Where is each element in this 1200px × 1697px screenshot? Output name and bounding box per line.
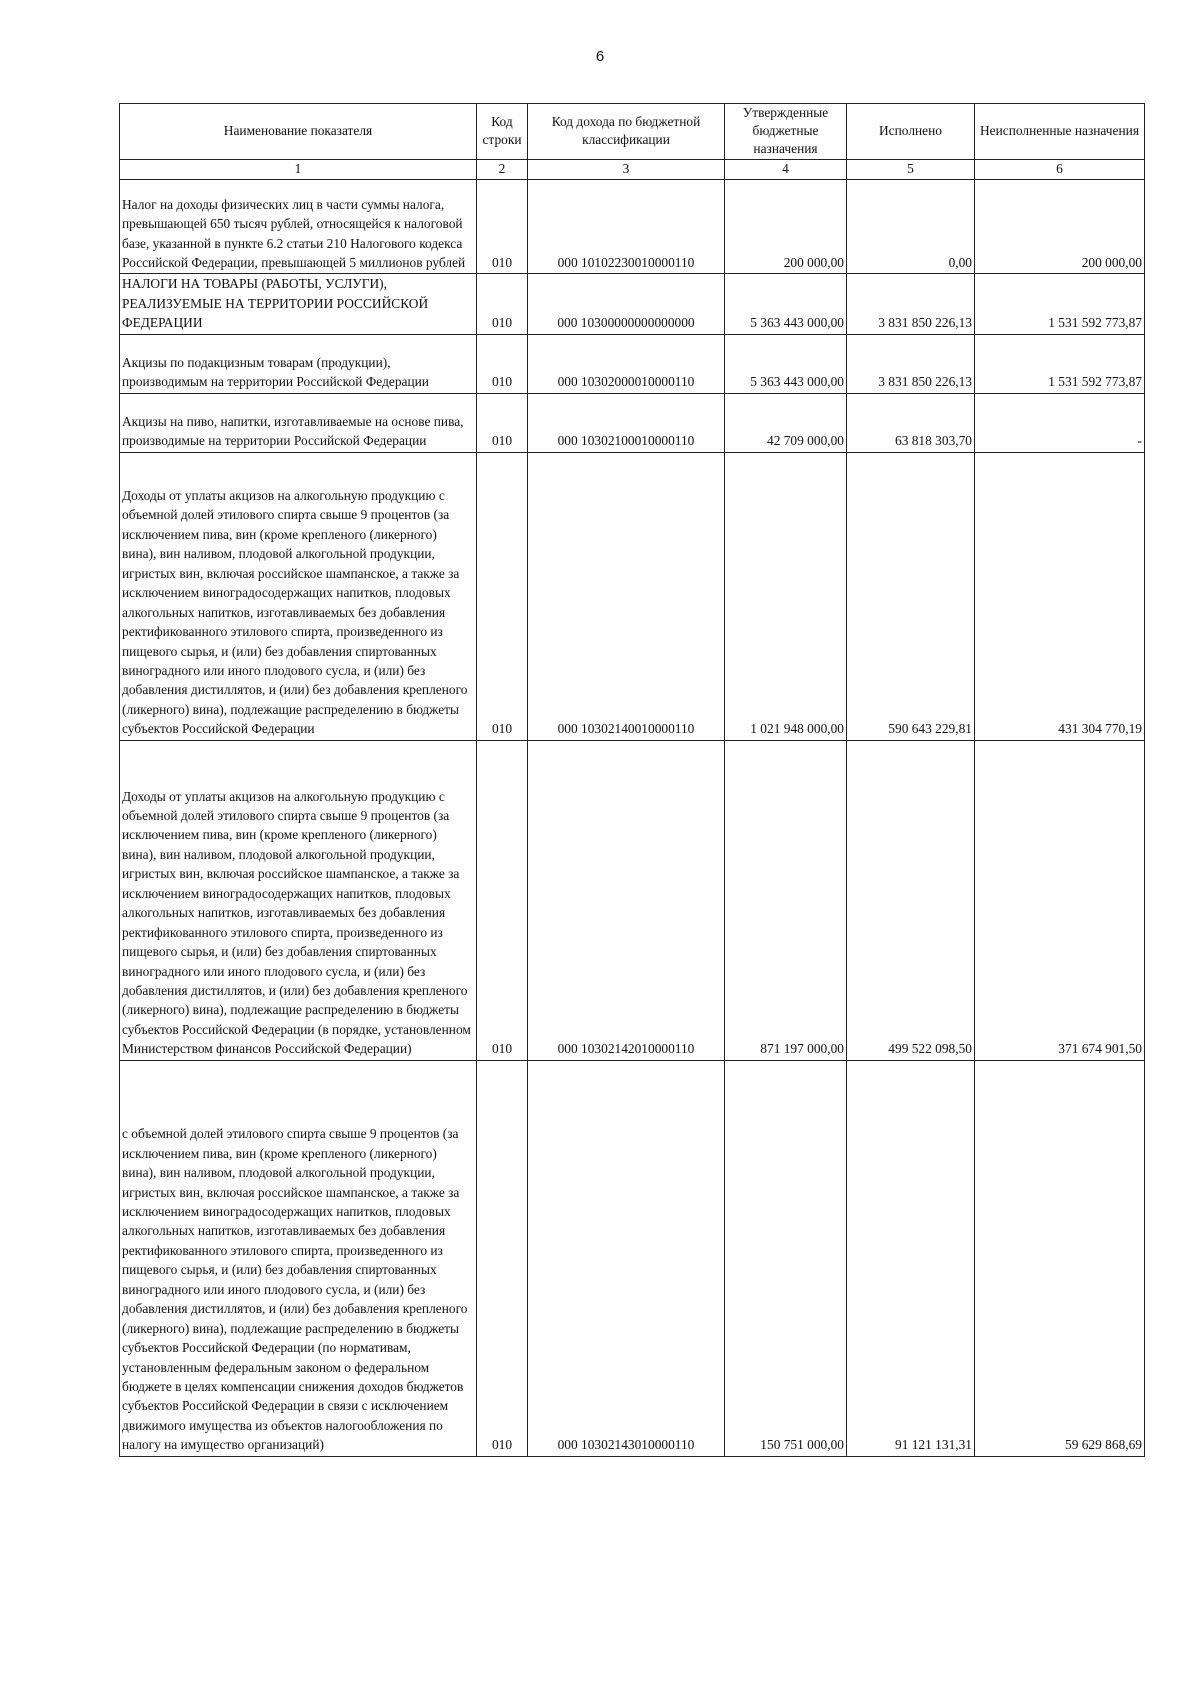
line-code: 010 <box>477 180 528 274</box>
executed-amount: 91 121 131,31 <box>847 1060 975 1456</box>
page-number: 6 <box>595 48 605 65</box>
approved-amount: 5 363 443 000,00 <box>725 274 847 334</box>
header-unexecuted: Неисполненные назначения <box>975 104 1145 160</box>
line-code: 010 <box>477 334 528 393</box>
approved-amount: 871 197 000,00 <box>725 740 847 1060</box>
column-number: 2 <box>477 160 528 180</box>
executed-amount: 3 831 850 226,13 <box>847 274 975 334</box>
unexecuted-amount: - <box>975 393 1145 452</box>
unexecuted-amount: 1 531 592 773,87 <box>975 334 1145 393</box>
line-code: 010 <box>477 393 528 452</box>
table-row <box>120 180 1145 274</box>
column-number-row <box>120 160 1145 180</box>
approved-amount: 42 709 000,00 <box>725 393 847 452</box>
income-code: 000 10302143010000110 <box>528 1060 725 1456</box>
column-number: 6 <box>975 160 1145 180</box>
income-code: 000 10102230010000110 <box>528 180 725 274</box>
header-income-code: Код дохода по бюджетной классификации <box>528 104 725 160</box>
income-code: 000 10300000000000000 <box>528 274 725 334</box>
header-approved: Утвержденные бюджетные назначения <box>725 104 847 160</box>
income-code: 000 10302100010000110 <box>528 393 725 452</box>
column-number: 3 <box>528 160 725 180</box>
executed-amount: 3 831 850 226,13 <box>847 334 975 393</box>
approved-amount: 5 363 443 000,00 <box>725 334 847 393</box>
unexecuted-amount: 371 674 901,50 <box>975 740 1145 1060</box>
column-number: 4 <box>725 160 847 180</box>
income-code: 000 10302140010000110 <box>528 452 725 740</box>
header-row <box>120 104 1145 160</box>
table-row <box>120 1060 1145 1456</box>
unexecuted-amount: 200 000,00 <box>975 180 1145 274</box>
table-row <box>120 452 1145 740</box>
line-code: 010 <box>477 274 528 334</box>
column-number: 5 <box>847 160 975 180</box>
indicator-name: Акцизы на пиво, напитки, изготавливаемые на основе пива, производимые на территории Российской Федерации <box>120 393 477 452</box>
indicator-name: Доходы от уплаты акцизов на алкогольную продукцию с объемной долей этилового спирта свыше 9 процентов (за исключением пива, вин (кроме крепленого (ликерного) вина), вин наливом, плодовой алкогольной продукции, игристых вин, включая российское шампанское, а также за исключением виноградосодержащих напитков, плодовых алкогольных напитков, изготавливаемых без добавления ректификованного этилового спирта, произведенного из пищевого сырья, и (или) без добавления спиртованных виноградного или иного плодового сусла, и (или) без добавления дистиллятов, и (или) без добавления крепленого (ликерного) вина), подлежащие распределению в бюджеты субъектов Российской Федерации (в порядке, установленном Министерством финансов Российской Федерации) <box>120 740 477 1060</box>
line-code: 010 <box>477 740 528 1060</box>
approved-amount: 1 021 948 000,00 <box>725 452 847 740</box>
executed-amount: 63 818 303,70 <box>847 393 975 452</box>
header-indicator-name: Наименование показателя <box>120 104 477 160</box>
line-code: 010 <box>477 452 528 740</box>
table-row <box>120 740 1145 1060</box>
table-row <box>120 274 1145 334</box>
unexecuted-amount: 431 304 770,19 <box>975 452 1145 740</box>
approved-amount: 150 751 000,00 <box>725 1060 847 1456</box>
indicator-name: с объемной долей этилового спирта свыше 9 процентов (за исключением пива, вин (кроме крепленого (ликерного) вина), вин наливом, плодовой алкогольной продукции, игристых вин, включая российское шампанское, а также за исключением виноградосодержащих напитков, плодовых алкогольных напитков, изготавливаемых без добавления ректификованного этилового спирта, произведенного из пищевого сырья, и (или) без добавления спиртованных виноградного или иного плодового сусла, и (или) без добавления дистиллятов, и (или) без добавления крепленого (ликерного) вина), подлежащие распределению в бюджеты субъектов Российской Федерации (по нормативам, установленным федеральным законом о федеральном бюджете в целях компенсации снижения доходов бюджетов субъектов Российской Федерации в связи с исключением движимого имущества из объектов налогообложения по налогу на имущество организаций) <box>120 1060 477 1456</box>
unexecuted-amount: 59 629 868,69 <box>975 1060 1145 1456</box>
approved-amount: 200 000,00 <box>725 180 847 274</box>
column-number: 1 <box>120 160 477 180</box>
table-row <box>120 393 1145 452</box>
executed-amount: 0,00 <box>847 180 975 274</box>
indicator-name: Налог на доходы физических лиц в части суммы налога, превышающей 650 тысяч рублей, относящейся к налоговой базе, указанной в пункте 6.2 статьи 210 Налогового кодекса Российской Федерации, превышающей 5 миллионов рублей <box>120 180 477 274</box>
indicator-name: НАЛОГИ НА ТОВАРЫ (РАБОТЫ, УСЛУГИ), РЕАЛИЗУЕМЫЕ НА ТЕРРИТОРИИ РОССИЙСКОЙ ФЕДЕРАЦИИ <box>120 274 477 334</box>
line-code: 010 <box>477 1060 528 1456</box>
table-row <box>120 334 1145 393</box>
header-line-code: Код строки <box>477 104 528 160</box>
indicator-name: Доходы от уплаты акцизов на алкогольную продукцию с объемной долей этилового спирта свыше 9 процентов (за исключением пива, вин (кроме крепленого (ликерного) вина), вин наливом, плодовой алкогольной продукции, игристых вин, включая российское шампанское, а также за исключением виноградосодержащих напитков, плодовых алкогольных напитков, изготавливаемых без добавления ректификованного этилового спирта, произведенного из пищевого сырья, и (или) без добавления спиртованных виноградного или иного плодового сусла, и (или) без добавления дистиллятов, и (или) без добавления крепленого (ликерного) вина), подлежащие распределению в бюджеты субъектов Российской Федерации <box>120 452 477 740</box>
executed-amount: 499 522 098,50 <box>847 740 975 1060</box>
indicator-name: Акцизы по подакцизным товарам (продукции), производимым на территории Российской Федерации <box>120 334 477 393</box>
header-executed: Исполнено <box>847 104 975 160</box>
executed-amount: 590 643 229,81 <box>847 452 975 740</box>
income-code: 000 10302000010000110 <box>528 334 725 393</box>
unexecuted-amount: 1 531 592 773,87 <box>975 274 1145 334</box>
income-code: 000 10302142010000110 <box>528 740 725 1060</box>
budget-report-table <box>119 103 1145 1457</box>
